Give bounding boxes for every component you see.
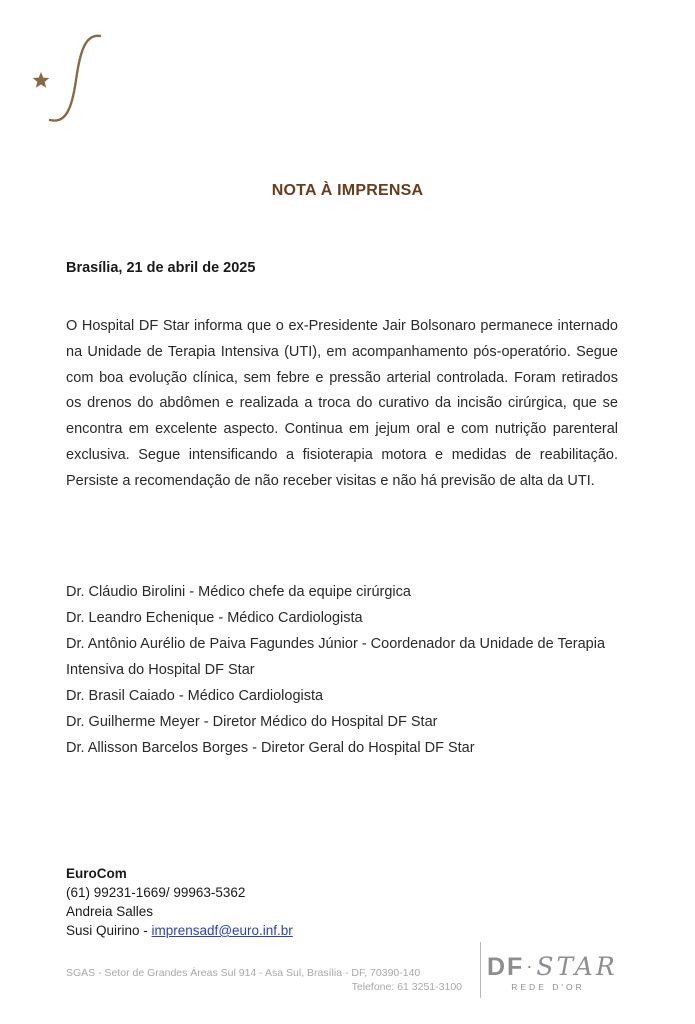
signatory-item: Dr. Allisson Barcelos Borges - Diretor Geral do Hospital DF Star bbox=[66, 740, 475, 756]
footer-divider bbox=[480, 942, 481, 998]
date-line: Brasília, 21 de abril de 2025 bbox=[66, 260, 256, 276]
press-contact-name: Susi Quirino - bbox=[66, 923, 152, 938]
press-contact bbox=[66, 864, 293, 940]
signatory-item: Dr. Cláudio Birolini - Médico chefe da equipe cirúrgica bbox=[66, 584, 411, 600]
body-paragraph: O Hospital DF Star informa que o ex-Presidente Jair Bolsonaro permanece internado na Unidade de Terapia Intensiva (UTI), em acompanhamento pós-operatório. Segue com boa evolução clínica, sem febre e pressão arterial controlada. Foram retirados os drenos do abdômen e realizada a troca do curativo da incisão cirúrgica, que se encontra em excelente aspecto. Continua em jejum oral e com nutrição parenteral exclusiva. Segue intensificando a fisioterapia motora e medidas de reabilitação. Persiste a recomendação de não receber visitas e não há previsão de alta da UTI. bbox=[66, 318, 618, 489]
brand-name-df: DF bbox=[487, 953, 525, 981]
signatories-list bbox=[66, 579, 636, 761]
signatory-item: Dr. Guilherme Meyer - Diretor Médico do Hospital DF Star bbox=[66, 714, 438, 730]
email-link[interactable]: imprensadf@euro.inf.br bbox=[151, 923, 293, 938]
brand-subtitle: REDE D'OR bbox=[511, 982, 585, 992]
signatory-item: Dr. Leandro Echenique - Médico Cardiologista bbox=[66, 610, 363, 626]
document-title: NOTA À IMPRENSA bbox=[271, 182, 424, 199]
press-phones: (61) 99231-1669/ 99963-5362 bbox=[66, 885, 246, 900]
brand-logo bbox=[487, 952, 618, 992]
press-contact-name: Andreia Salles bbox=[66, 904, 154, 919]
footer-phone: Telefone: 61 3251-3100 bbox=[351, 981, 462, 993]
signatory-item: Dr. Brasil Caiado - Médico Cardiologista bbox=[66, 688, 324, 704]
brand-name-star: STAR bbox=[536, 952, 618, 981]
brand-name bbox=[487, 952, 618, 981]
brand-name-separator: · bbox=[526, 956, 535, 976]
footer-address-block bbox=[66, 966, 462, 994]
star-integral-logo-icon bbox=[30, 32, 110, 127]
press-contact-line bbox=[66, 921, 293, 940]
press-agency: EuroCom bbox=[66, 866, 127, 881]
footer-address: SGAS - Setor de Grandes Áreas Sul 914 - Asa Sul, Brasília - DF, 70390-140 bbox=[66, 967, 421, 979]
signatory-item: Dr. Antônio Aurélio de Paiva Fagundes Júnior - Coordenador da Unidade de Terapia Intensiva do Hospital DF Star bbox=[66, 636, 606, 678]
